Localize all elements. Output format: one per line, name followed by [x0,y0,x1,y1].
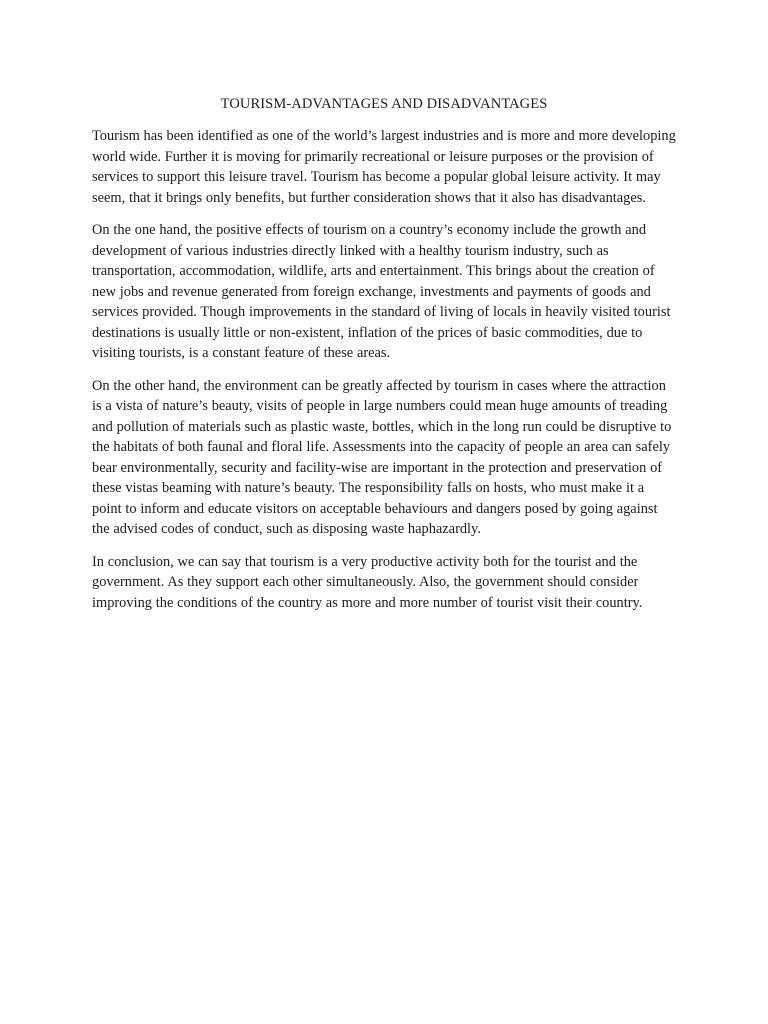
paragraph-disadvantages: On the other hand, the environment can be greatly affected by tourism in cases where the attraction is a vista of nature’s beauty, visits of people in large numbers could mean huge amounts of treading and pollution of materials such as plastic waste, bottles, which in the long run could be disruptive to the habitats of both faunal and floral life. Assessments into the capacity of people an area can safely bear environmentally, security and facility-wise are important in the protection and preservation of these vistas beaming with nature’s beauty. The responsibility falls on hosts, who must make it a point to inform and educate visitors on acceptable behaviours and dangers posed by going against the advised codes of conduct, such as disposing waste haphazardly. [92,377,672,537]
paragraph-conclusion: In conclusion, we can say that tourism is a very productive activity both for the tourist and the government. As they support each other simultaneously. Also, the government should consider improving the conditions of the country as more and more number of tourist visit their country. [92,553,643,611]
paragraph-advantages: On the one hand, the positive effects of tourism on a country’s economy include the growth and development of various industries directly linked with a healthy tourism industry, such as transportation, accommodation, wildlife, arts and entertainment. This brings about the creation of new jobs and revenue generated from foreign exchange, investments and payments of goods and services provided. Though improvements in the standard of living of locals in heavily visited tourist destinations is usually little or non-existent, inflation of the prices of basic commodities, due to visiting tourists, is a constant feature of these areas. [92,222,671,361]
document-title: TOURISM-ADVANTAGES AND DISADVANTAGES [220,96,548,112]
paragraph-introduction: Tourism has been identified as one of the world’s largest industries and is more and more developing world wide. Further it is moving for primarily recreational or leisure purposes or the provision of services to support this leisure travel. Tourism has become a popular global leisure activity. It may seem, that it brings only benefits, but further consideration shows that it also has disadvantages. [92,128,676,206]
